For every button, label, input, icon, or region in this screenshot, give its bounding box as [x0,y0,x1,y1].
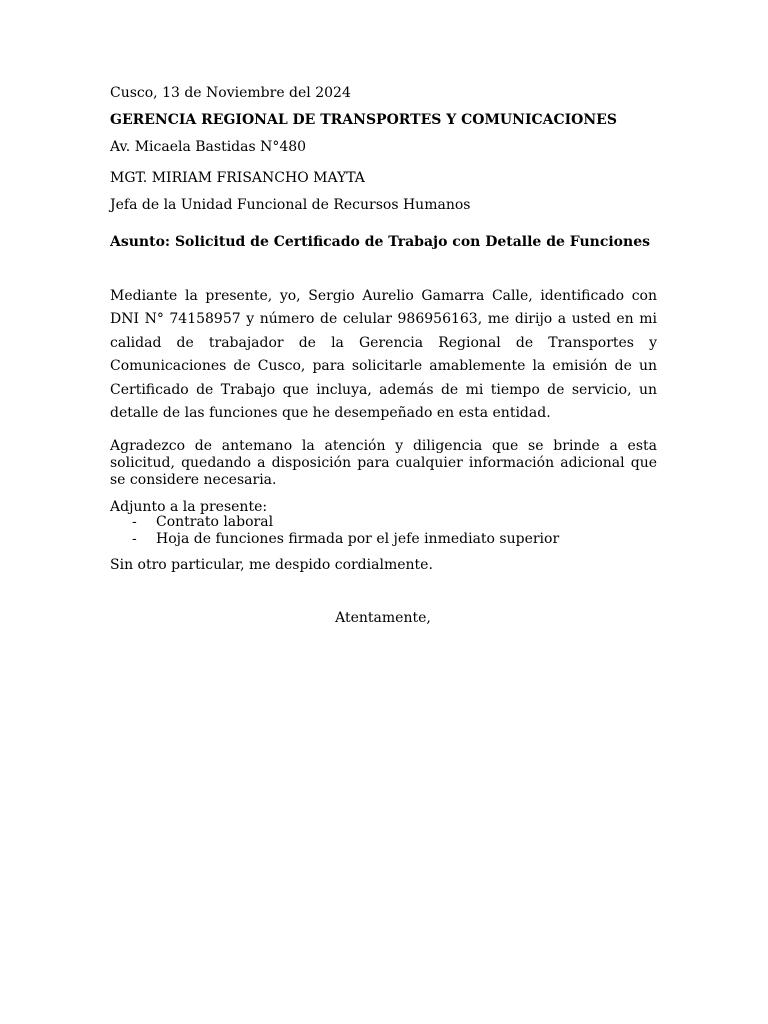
farewell-line: Sin otro particular, me despido cordialmente. [110,557,433,573]
list-item [110,531,657,548]
attachments-intro: Adjunto a la presente: [110,499,268,515]
bullet-dash: - [132,514,137,530]
recipient-name: MGT. MIRIAM FRISANCHO MAYTA [110,170,365,186]
body-paragraph-2: Agradezco de antemano la atención y diligencia que se brinde a esta solicitud, quedando a disposición para cualquier información adicional que se considere necesaria. [110,438,657,488]
recipient-position: Jefa de la Unidad Funcional de Recursos Humanos [110,197,471,213]
place-date: Cusco, 13 de Noviembre del 2024 [110,85,351,101]
attachment-label: Hoja de funciones firmada por el jefe inmediato superior [156,530,560,547]
attachment-label: Contrato laboral [156,514,274,530]
recipient-institution: GERENCIA REGIONAL DE TRANSPORTES Y COMUNICACIONES [110,112,617,128]
list-item [110,514,657,531]
closing-salutation: Atentamente, [335,610,431,626]
body-paragraph-1: Mediante la presente, yo, Sergio Aurelio Gamarra Calle, identificado con DNI N° 74158957 y número de celular 986956163, me dirijo a usted en mi calidad de trabajador de la Gerencia Regional de Transportes y Comunicaciones de Cusco, para solicitarle amablemente la emisión de un Certificado de Trabajo que incluya, además de mi tiempo de servicio, un detalle de las funciones que he desempeñado en esta entidad. [110,288,657,422]
bullet-dash: - [132,530,137,547]
recipient-address: Av. Micaela Bastidas N°480 [110,139,307,155]
attachments-list [110,514,657,547]
subject-line: Asunto: Solicitud de Certificado de Trabajo con Detalle de Funciones [110,234,650,250]
